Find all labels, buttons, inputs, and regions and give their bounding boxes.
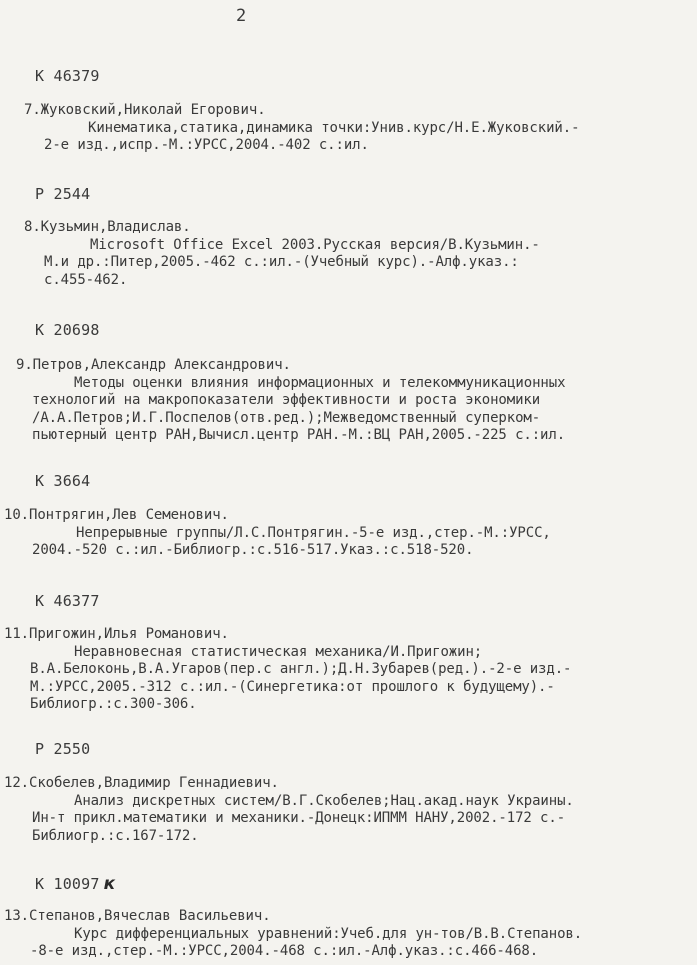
entry-line: Кинематика,статика,динамика точки:Унив.курс/Н.Е.Жуковский.- — [88, 119, 580, 136]
catalog-entry — [24, 219, 540, 289]
handwritten-mark: к — [103, 874, 116, 894]
entry-line: с.455-462. — [44, 271, 128, 288]
entry-line: 2-е изд.,испр.-М.:УРСС,2004.-402 с.:ил. — [44, 137, 369, 153]
entry-line: Методы оценки влияния информационных и телекоммуникационных — [74, 374, 566, 391]
catalog-entry — [4, 626, 571, 714]
shelf-mark: К 20698 — [35, 321, 100, 339]
shelf-mark: Р 2544 — [35, 185, 91, 203]
entry-line: Ин-т прикл.математики и механики.-Донецк:ИПММ НАНУ,2002.-172 с.- — [32, 810, 566, 826]
entry-line: 2004.-520 с.:ил.-Библиогр.:с.516-517.Указ.:с.518-520. — [32, 542, 474, 558]
entry-heading: 12.Скобелев,Владимир Геннадиевич. — [4, 775, 279, 791]
entry-line: Непрерывные группы/Л.С.Понтрягин.-5-е изд.,стер.-М.:УРСС, — [76, 524, 551, 541]
entry-line: М.и др.:Питер,2005.-462 с.:ил.-(Учебный курс).-Алф.указ.: — [44, 254, 519, 270]
entry-heading: 13.Степанов,Вячеслав Васильевич. — [4, 908, 271, 924]
shelf-mark: К 46379 — [35, 67, 100, 85]
entry-line: -8-е изд.,стер.-М.:УРСС,2004.-468 с.:ил.-Алф.указ.:с.466-468. — [30, 943, 539, 959]
entry-line: Библиогр.:с.167-172. — [32, 827, 199, 844]
catalog-entry — [16, 357, 565, 445]
shelf-mark — [35, 874, 115, 894]
entry-line: Курс дифференциальных уравнений:Учеб.для ун-тов/В.В.Степанов. — [74, 925, 583, 942]
entry-line: Microsoft Office Excel 2003.Русская версия/В.Кузьмин.- — [90, 236, 540, 253]
entry-line: В.А.Белоконь,В.А.Угаров(пер.с англ.);Д.Н.Зубарев(ред.).-2-е изд.- — [30, 661, 572, 677]
shelf-mark-text: К 10097 — [35, 875, 100, 893]
entry-line: Анализ дискретных систем/В.Г.Скобелев;Нац.акад.наук Украины. — [74, 792, 574, 809]
catalog-entry — [4, 908, 582, 961]
catalog-entry — [4, 775, 574, 845]
entry-heading: 8.Кузьмин,Владислав. — [24, 219, 191, 235]
entry-heading: 10.Понтрягин,Лев Семенович. — [4, 507, 229, 523]
shelf-mark: Р 2550 — [35, 740, 91, 758]
entry-heading: 11.Пригожин,Илья Романович. — [4, 626, 229, 642]
entry-heading: 7.Жуковский,Николай Егорович. — [24, 102, 266, 118]
entry-line: пьютерный центр РАН,Вычисл.центр РАН.-М.:ВЦ РАН,2005.-225 с.:ил. — [32, 427, 566, 443]
entry-line: /А.А.Петров;И.Г.Поспелов(отв.ред.);Межведомственный суперком- — [32, 409, 541, 426]
entry-line: М.:УРСС,2005.-312 с.:ил.-(Синергетика:от прошлого к будущему).- — [30, 678, 555, 695]
shelf-mark: К 3664 — [35, 472, 91, 490]
entry-line: Библиогр.:с.300-306. — [30, 696, 197, 712]
entry-line: технологий на макропоказатели эффективности и роста экономики — [32, 392, 541, 408]
shelf-mark: К 46377 — [35, 592, 100, 610]
entry-heading: 9.Петров,Александр Александрович. — [16, 357, 291, 373]
catalog-entry — [4, 507, 551, 560]
entry-line: Неравновесная статистическая механика/И.Пригожин; — [74, 643, 483, 660]
catalog-entry — [24, 102, 579, 155]
page-number: 2 — [236, 6, 247, 26]
